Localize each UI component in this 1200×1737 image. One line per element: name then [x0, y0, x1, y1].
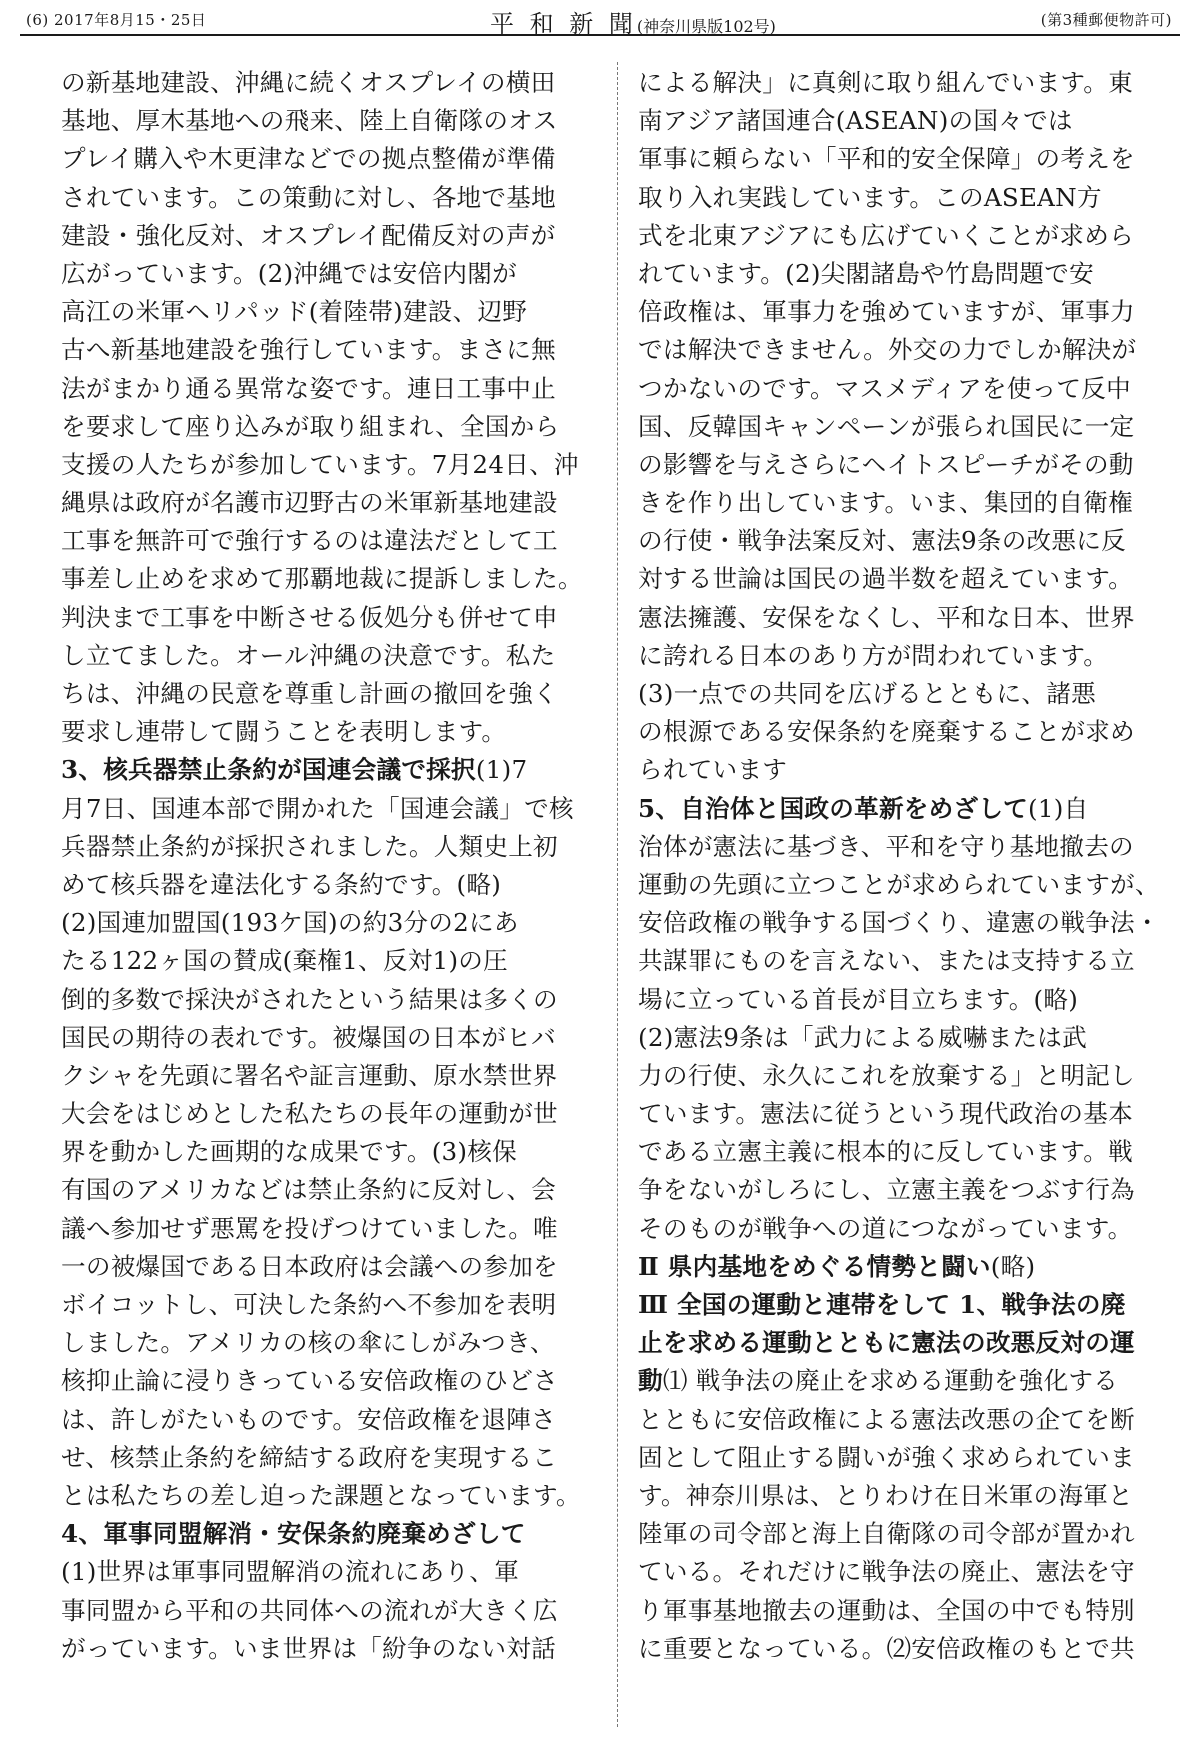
text-line	[61, 1133, 599, 1171]
body-text: がっています。いま世界は「紛争のない対話	[61, 1633, 556, 1663]
text-line	[61, 599, 599, 637]
text-line	[638, 102, 1176, 140]
body-text: (3)一点での共同を広げるとともに、諸悪	[638, 679, 1096, 708]
text-line	[61, 484, 599, 522]
text-line	[638, 484, 1176, 522]
body-text: 争をないがしろにし、立憲主義をつぶす行為	[638, 1175, 1135, 1205]
body-text: 事同盟から平和の共同体への流れが大きく広	[61, 1595, 558, 1625]
body-text: とともに安倍政権による憲法改悪の企てを断	[638, 1404, 1135, 1434]
body-text: に誇れる日本のあり方が問われています。	[638, 640, 1109, 670]
text-line	[638, 522, 1176, 560]
body-text: つかないのです。マスメディアを使って反中	[638, 373, 1131, 403]
body-text: 基地、厚木基地への飛来、陸上自衛隊のオス	[61, 106, 558, 136]
body-text: 工事を無許可で強行するのは違法だとして工	[61, 526, 558, 556]
text-line	[638, 866, 1176, 904]
text-line	[638, 1095, 1176, 1133]
body-text: 治体が憲法に基づき、平和を守り基地撤去の	[638, 831, 1134, 861]
text-line	[638, 1553, 1176, 1591]
body-text: (1)世界は軍事同盟解消の流れにあり、軍	[61, 1557, 519, 1587]
body-text: 月7日、国連本部で開かれた「国連会議」で核	[61, 793, 574, 823]
body-text: 倍政権は、軍事力を強めていますが、軍事力	[638, 297, 1135, 327]
body-text: 南アジア諸国連合(ASEAN)の国々では	[638, 106, 1073, 136]
body-text: 大会をはじめとした私たちの長年の運動が世	[61, 1099, 558, 1129]
body-text: たる122ヶ国の賛成(棄権1、反対1)の圧	[61, 946, 508, 976]
text-line	[638, 446, 1176, 484]
text-line	[61, 408, 599, 446]
text-line	[61, 217, 599, 255]
body-text: 界を動かした画期的な成果です。(3)核保	[61, 1137, 517, 1167]
body-text: す。神奈川県は、とりわけ在日米軍の海軍と	[638, 1480, 1133, 1510]
text-line	[61, 981, 599, 1019]
text-line	[61, 331, 599, 369]
body-text: 取り入れ実践しています。このASEAN方	[638, 182, 1102, 212]
text-line	[61, 1210, 599, 1248]
text-line	[638, 1019, 1176, 1057]
text-line	[61, 140, 599, 178]
text-line	[61, 1362, 599, 1400]
body-text: に重要となっている。⑵安倍政権のもとで共	[638, 1633, 1135, 1663]
text-line	[61, 1401, 599, 1439]
text-line	[61, 1477, 599, 1515]
text-line	[61, 1095, 599, 1133]
body-text: (略)	[990, 1251, 1036, 1281]
body-text: 国民の期待の表れです。被爆国の日本がヒバ	[61, 1022, 556, 1052]
text-line	[61, 904, 599, 942]
text-line	[61, 522, 599, 560]
text-line	[61, 560, 599, 598]
section-heading: 5、自治体と国政の革新をめざして	[638, 793, 1029, 823]
text-line	[61, 1630, 599, 1668]
body-text: 支援の人たちが参加しています。7月24日、沖	[61, 449, 579, 479]
body-text: の行使・戦争法案反対、憲法9条の改悪に反	[638, 526, 1126, 556]
text-line	[61, 1592, 599, 1630]
section-heading: Ⅱ 県内基地をめぐる情勢と闘い	[638, 1251, 991, 1281]
body-text: (2)憲法9条は「武力による威嚇または武	[638, 1022, 1087, 1052]
issue-date: (6) 2017年8月15・25日	[26, 11, 207, 29]
body-text: である立憲主義に根本的に反しています。戦	[638, 1137, 1133, 1167]
body-text: ている。それだけに戦争法の廃止、憲法を守	[638, 1557, 1135, 1587]
body-text: めて核兵器を違法化する条約です。(略)	[61, 869, 502, 899]
text-line	[61, 370, 599, 408]
text-line	[61, 790, 599, 828]
text-line	[61, 255, 599, 293]
body-text: 判決まで工事を中断させる仮処分も併せて申	[61, 602, 558, 632]
body-text: 力の行使、永久にこれを放棄する」と明記し	[638, 1060, 1135, 1090]
body-text: 法がまかり通る異常な姿です。連日工事中止	[61, 373, 556, 403]
masthead	[490, 4, 776, 39]
body-text: 対する世論は国民の過半数を超えています。	[638, 564, 1133, 594]
text-line	[638, 790, 1176, 828]
body-text: 有国のアメリカなどは禁止条約に反対し、会	[61, 1175, 557, 1205]
text-line	[61, 1019, 599, 1057]
text-line	[61, 828, 599, 866]
text-line	[61, 446, 599, 484]
text-line	[61, 1439, 599, 1477]
left-text-column	[61, 64, 599, 1668]
body-text: 縄県は政府が名護市辺野古の米軍新基地建設	[61, 488, 558, 518]
body-text: 高江の米軍ヘリパッド(着陸帯)建設、辺野	[61, 297, 528, 327]
text-line	[638, 1057, 1176, 1095]
text-line	[638, 1324, 1176, 1362]
body-text: 核抑止論に浸りきっている安倍政権のひどさ	[61, 1366, 558, 1396]
text-line	[638, 140, 1176, 178]
text-line	[638, 637, 1176, 675]
body-text: 場に立っている首長が目立ちます。(略)	[638, 984, 1079, 1014]
column-divider	[617, 62, 618, 1727]
right-text-column	[638, 64, 1176, 1668]
text-line	[638, 1401, 1176, 1439]
section-heading: 止を求める運動とともに憲法の改悪反対の運	[638, 1328, 1135, 1358]
text-line	[638, 408, 1176, 446]
text-line	[638, 1362, 1176, 1400]
body-text: 軍事に頼らない「平和的安全保障」の考えを	[638, 144, 1135, 174]
text-line	[638, 1171, 1176, 1209]
section-heading: 4、軍事同盟解消・安保条約廃棄めざして	[61, 1519, 526, 1549]
text-line	[638, 828, 1176, 866]
body-text: 事差し止めを求めて那覇地裁に提訴しました。	[61, 564, 583, 594]
body-text: ちは、沖縄の民意を尊重し計画の撤回を強く	[61, 679, 558, 708]
edition-label: (神奈川県版102号)	[636, 17, 776, 36]
text-line	[61, 866, 599, 904]
text-line	[61, 713, 599, 751]
body-text: プレイ購入や木更津などでの拠点整備が準備	[61, 144, 556, 174]
body-text: (1)自	[1028, 793, 1089, 823]
body-text: を要求して座り込みが取り組まれ、全国から	[61, 411, 560, 441]
text-line	[638, 1210, 1176, 1248]
body-text: 広がっています。(2)沖縄では安倍内閣が	[61, 258, 517, 288]
body-text: 建設・強化反対、オスプレイ配備反対の声が	[61, 220, 556, 250]
section-heading: 3、核兵器禁止条約が国連会議で採択	[61, 755, 476, 785]
text-line	[638, 1439, 1176, 1477]
body-text: きを作り出しています。いま、集団的自衛権	[638, 488, 1133, 518]
text-line	[638, 179, 1176, 217]
text-line	[638, 293, 1176, 331]
text-line	[638, 1248, 1176, 1286]
body-text: せ、核禁止条約を締結する政府を実現するこ	[61, 1442, 558, 1472]
body-text: そのものが戦争への道につながっています。	[638, 1213, 1133, 1243]
text-line	[638, 217, 1176, 255]
paper-name: 平 和 新 聞	[490, 10, 637, 38]
body-text: では解決できません。外交の力でしか解決が	[638, 335, 1137, 365]
text-line	[61, 1286, 599, 1324]
text-line	[638, 1592, 1176, 1630]
body-text: 憲法擁護、安保をなくし、平和な日本、世界	[638, 602, 1135, 632]
text-line	[638, 560, 1176, 598]
body-text: れています。(2)尖閣諸島や竹島問題で安	[638, 258, 1094, 288]
body-text: は、許しがたいものです。安倍政権を退陣さ	[61, 1404, 556, 1434]
text-line	[638, 1133, 1176, 1171]
body-text: ています。憲法に従うという現代政治の基本	[638, 1099, 1133, 1129]
text-line	[61, 1057, 599, 1095]
body-text: 一の被爆国である日本政府は会議への参加を	[61, 1251, 558, 1281]
section-heading: 動	[638, 1366, 663, 1396]
body-text: ⑴ 戦争法の廃止を求める運動を強化する	[662, 1366, 1119, 1396]
body-text: 運動の先頭に立つことが求められていますが、	[638, 869, 1160, 899]
body-text: 古へ新基地建設を強行しています。まさに無	[61, 335, 556, 365]
body-text: (1)7	[475, 755, 528, 785]
body-text: 倒的多数で採決がされたという結果は多くの	[61, 984, 558, 1014]
body-text: とは私たちの差し迫った課題となっています。	[61, 1480, 581, 1510]
text-line	[61, 1248, 599, 1286]
text-line	[61, 637, 599, 675]
body-text: 陸軍の司令部と海上自衛隊の司令部が置かれ	[638, 1519, 1135, 1549]
text-line	[638, 331, 1176, 369]
body-text: 共謀罪にものを言えない、または支持する立	[638, 946, 1135, 976]
body-text: されています。この策動に対し、各地で基地	[61, 182, 556, 212]
body-text: 兵器禁止条約が採択されました。人類史上初	[61, 831, 558, 861]
body-text: し立てました。オール沖縄の決意です。私た	[61, 640, 556, 670]
body-text: (2)国連加盟国(193ケ国)の約3分の2にあ	[61, 908, 519, 938]
body-text: られています	[638, 755, 788, 785]
text-line	[638, 942, 1176, 980]
body-text: り軍事基地撤去の運動は、全国の中でも特別	[638, 1595, 1135, 1625]
text-line	[638, 1286, 1176, 1324]
page-header	[20, 4, 1180, 36]
text-line	[61, 1515, 599, 1553]
body-text: の影響を与えさらにヘイトスピーチがその動	[638, 449, 1134, 479]
text-line	[638, 713, 1176, 751]
text-line	[638, 981, 1176, 1019]
text-line	[638, 904, 1176, 942]
text-line	[638, 675, 1176, 713]
body-text: 議へ参加せず悪罵を投げつけていました。唯	[61, 1213, 558, 1243]
body-text: 式を北東アジアにも広げていくことが求めら	[638, 220, 1134, 250]
body-text: 国、反韓国キャンペーンが張られ国民に一定	[638, 411, 1135, 441]
text-line	[61, 179, 599, 217]
text-line	[61, 64, 599, 102]
text-line	[61, 1324, 599, 1362]
body-text: ボイコットし、可決した条約へ不参加を表明	[61, 1290, 557, 1319]
text-line	[638, 751, 1176, 789]
text-line	[638, 599, 1176, 637]
body-text: しました。アメリカの核の傘にしがみつき、	[61, 1328, 555, 1358]
text-line	[638, 255, 1176, 293]
text-line	[61, 751, 599, 789]
text-line	[61, 293, 599, 331]
text-line	[638, 64, 1176, 102]
text-line	[638, 1515, 1176, 1553]
text-line	[61, 675, 599, 713]
text-line	[638, 370, 1176, 408]
text-line	[61, 1553, 599, 1591]
body-text: の根源である安保条約を廃棄することが求め	[638, 717, 1135, 747]
body-text: による解決」に真剣に取り組んでいます。東	[638, 68, 1133, 97]
text-line	[61, 1171, 599, 1209]
text-line	[61, 102, 599, 140]
body-text: の新基地建設、沖縄に続くオスプレイの横田	[61, 68, 556, 97]
section-heading: Ⅲ 全国の運動と連帯をして 1、戦争法の廃	[638, 1290, 1126, 1319]
body-text: 要求し連帯して闘うことを表明します。	[61, 717, 507, 747]
body-text: 安倍政権の戦争する国づくり、違憲の戦争法・	[638, 908, 1160, 938]
text-line	[61, 942, 599, 980]
text-line	[638, 1630, 1176, 1668]
body-text: クシャを先頭に署名や証言運動、原水禁世界	[61, 1060, 558, 1090]
text-line	[638, 1477, 1176, 1515]
postal-permit: (第3種郵便物許可)	[1040, 11, 1172, 29]
body-text: 固として阻止する闘いが強く求められていま	[638, 1442, 1135, 1472]
